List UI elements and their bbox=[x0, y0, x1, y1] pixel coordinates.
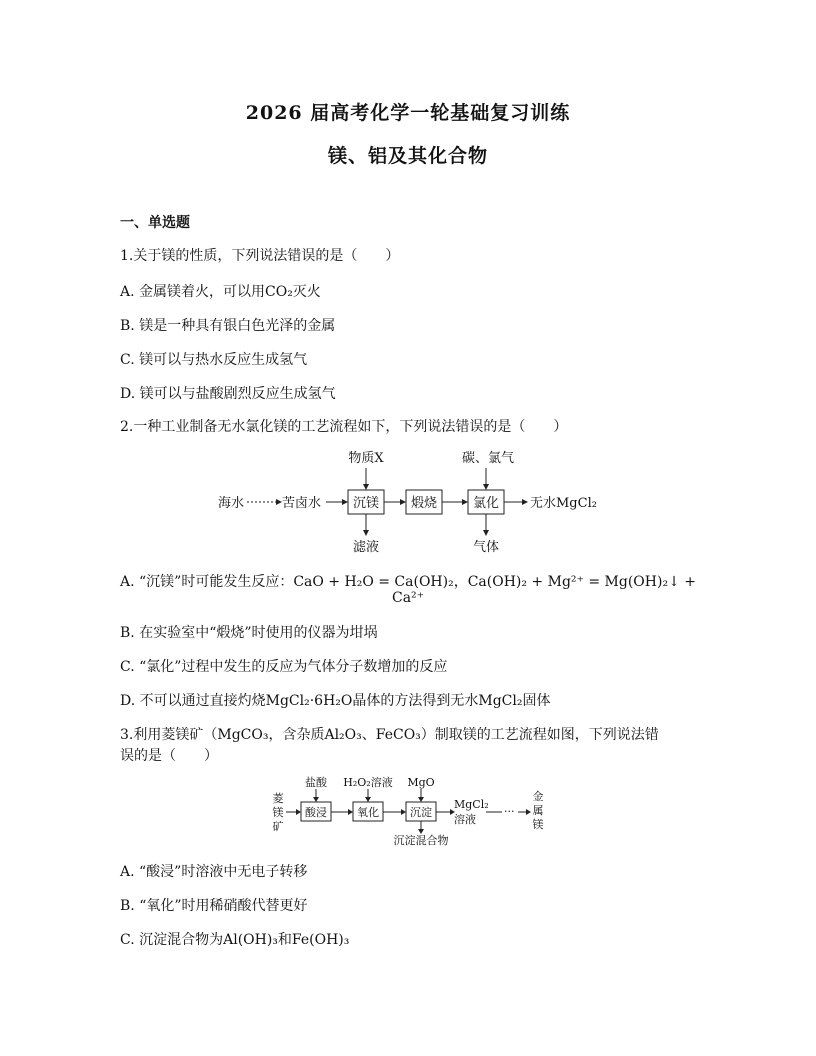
ore-char-1: 菱 bbox=[272, 792, 284, 805]
q1-option-a: A. 金属镁着火，可以用CO₂灭火 bbox=[120, 284, 321, 300]
arrowhead bbox=[365, 797, 371, 802]
arrowhead bbox=[363, 530, 369, 536]
q3-option-c: C. 沉淀混合物为Al(OH)₃和Fe(OH)₃ bbox=[120, 932, 350, 948]
input-hcl: 盐酸 bbox=[305, 776, 327, 789]
product-char-2: 属 bbox=[532, 804, 544, 817]
q3-option-a: A. “酸浸”时溶液中无电子转移 bbox=[120, 864, 308, 880]
q1-option-c: C. 镁可以与热水反应生成氢气 bbox=[120, 352, 308, 368]
flow-seawater: 海水 bbox=[218, 496, 245, 511]
output-precipitate: 沉淀混合物 bbox=[393, 834, 449, 847]
output-gas: 气体 bbox=[472, 540, 500, 555]
ore-char-2: 镁 bbox=[272, 806, 284, 819]
arrowhead bbox=[483, 530, 489, 536]
arrowhead bbox=[462, 499, 468, 505]
page-subtitle: 镁、铝及其化合物 bbox=[327, 145, 488, 167]
box3-label: 沉淀 bbox=[410, 806, 432, 819]
q3-process-flow-diagram bbox=[268, 774, 558, 848]
box3-label: 氯化 bbox=[472, 496, 500, 511]
flow-bittern: 苦卤水 bbox=[282, 496, 322, 511]
input-mgo: MgO bbox=[407, 776, 435, 789]
arrowhead bbox=[313, 797, 319, 802]
arrowhead bbox=[363, 484, 369, 490]
arrowhead bbox=[296, 809, 301, 815]
q3-option-b: B. “氧化”时用稀硝酸代替更好 bbox=[120, 898, 308, 914]
output-filtrate: 滤液 bbox=[352, 540, 380, 555]
input-h2o2: H₂O₂溶液 bbox=[343, 776, 393, 789]
flow-product: 无水MgCl₂ bbox=[530, 496, 597, 511]
arrowhead bbox=[348, 809, 353, 815]
arrowhead bbox=[418, 797, 424, 802]
arrowhead bbox=[342, 499, 348, 505]
product-char-3: 镁 bbox=[532, 818, 544, 831]
product-char-1: 金 bbox=[532, 790, 544, 803]
arrowhead bbox=[400, 499, 406, 505]
q2-option-c: C. “氯化”过程中发生的反应为气体分子数增加的反应 bbox=[120, 659, 448, 675]
box2-label: 煅烧 bbox=[410, 496, 438, 511]
input-substance-x: 物质X bbox=[348, 451, 384, 466]
q2-stem: 2.一种工业制备无水氯化镁的工艺流程如下，下列说法错误的是（ ） bbox=[120, 419, 568, 435]
q2-option-d: D. 不可以通过直接灼烧MgCl₂·6H₂O晶体的方法得到无水MgCl₂固体 bbox=[120, 693, 551, 709]
q2-option-a-line1: A. “沉镁”时可能发生反应：CaO + H₂O = Ca(OH)₂，Ca(OH)₂ + Mg²⁺ = Mg(OH)₂↓ + bbox=[120, 574, 696, 590]
box2-label: 氧化 bbox=[357, 806, 379, 819]
arrowhead bbox=[526, 809, 531, 815]
box1-label: 酸浸 bbox=[305, 806, 327, 819]
q2-option-b: B. 在实验室中“煅烧”时使用的仪器为坩埚 bbox=[120, 625, 378, 641]
arrowhead bbox=[401, 809, 406, 815]
box1-label: 沉镁 bbox=[352, 496, 380, 511]
arrowhead bbox=[483, 484, 489, 490]
mid-mgcl2: MgCl₂ bbox=[454, 798, 489, 811]
page-title: 2026 届高考化学一轮基础复习训练 bbox=[245, 102, 571, 124]
section-heading: 一、单选题 bbox=[120, 215, 190, 231]
q1-option-d: D. 镁可以与盐酸剧烈反应生成氢气 bbox=[120, 386, 336, 402]
input-carbon-chlorine: 碳、氯气 bbox=[461, 451, 515, 466]
mid-solution: 溶液 bbox=[454, 813, 476, 826]
q1-stem: 1.关于镁的性质，下列说法错误的是（ ） bbox=[120, 248, 400, 264]
q2-process-flow-diagram bbox=[210, 446, 610, 558]
ore-char-3: 矿 bbox=[272, 820, 284, 833]
flow-ellipsis: ··· bbox=[504, 805, 515, 818]
q2-option-a-line2: Ca²⁺ bbox=[392, 590, 425, 606]
q1-option-b: B. 镁是一种具有银白色光泽的金属 bbox=[120, 318, 336, 334]
arrowhead bbox=[522, 499, 528, 505]
q3-stem-line1: 3.利用菱镁矿（MgCO₃，含杂质Al₂O₃、FeCO₃）制取镁的工艺流程如图，下列说法错 bbox=[120, 727, 659, 743]
q3-stem-line2: 误的是（ ） bbox=[120, 748, 218, 764]
